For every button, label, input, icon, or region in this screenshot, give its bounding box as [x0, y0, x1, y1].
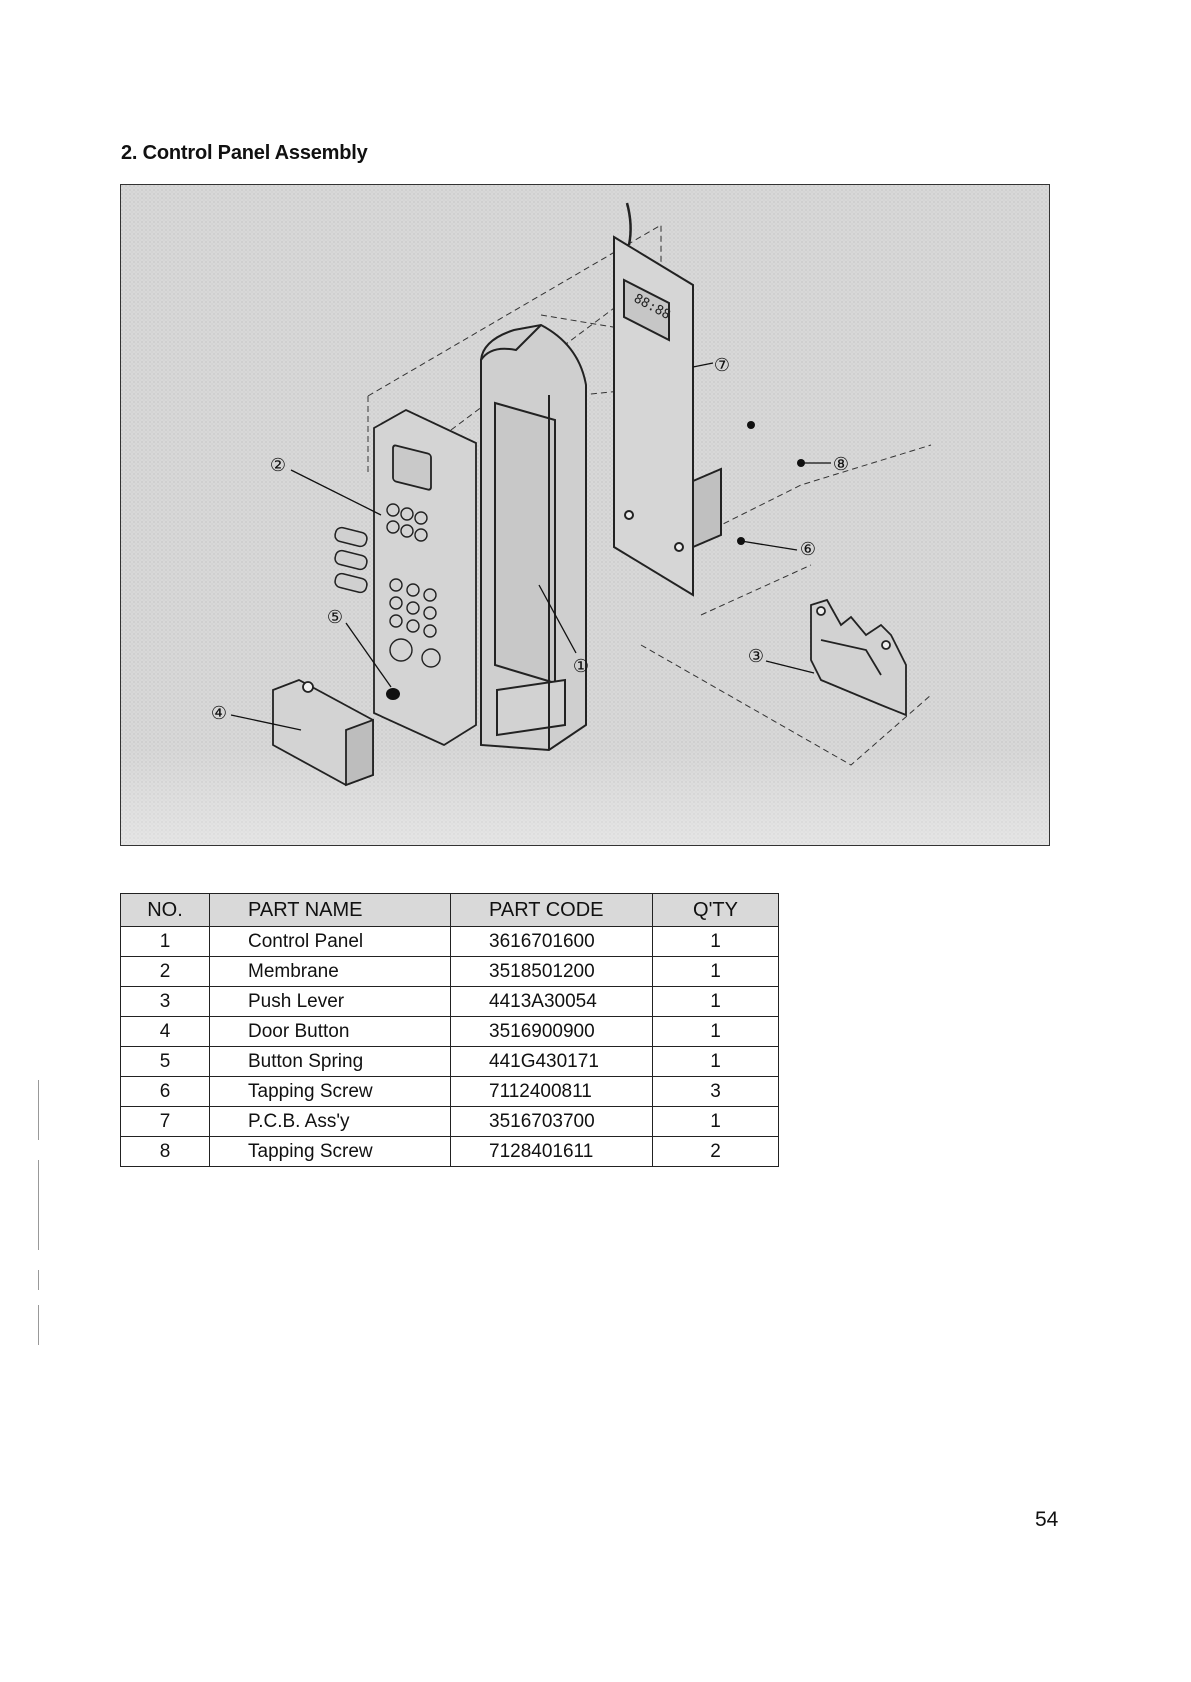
table-row	[121, 987, 779, 1017]
table-row	[121, 1017, 779, 1047]
cell-no: 6	[121, 1077, 210, 1107]
callout-6: ⑥	[799, 539, 817, 560]
table-row	[121, 957, 779, 987]
cell-part-code: 441G430171	[451, 1047, 653, 1077]
parts-table	[120, 893, 779, 1167]
cell-qty: 1	[653, 1047, 779, 1077]
section-heading: 2. Control Panel Assembly	[121, 142, 368, 164]
callout-5: ⑤	[326, 607, 344, 628]
cell-qty: 1	[653, 987, 779, 1017]
exploded-view-drawing	[121, 185, 1050, 846]
cell-part-code: 4413A30054	[451, 987, 653, 1017]
cell-no: 5	[121, 1047, 210, 1077]
table-row	[121, 927, 779, 957]
cell-qty: 1	[653, 1107, 779, 1137]
cell-qty: 3	[653, 1077, 779, 1107]
pcb-display-readout: 88:88	[631, 291, 673, 323]
header-no: NO.	[121, 894, 210, 927]
cell-part-name: Membrane	[210, 957, 451, 987]
cell-part-code: 3616701600	[451, 927, 653, 957]
cell-no: 1	[121, 927, 210, 957]
cell-part-name: Button Spring	[210, 1047, 451, 1077]
cell-part-name: Push Lever	[210, 987, 451, 1017]
cell-qty: 2	[653, 1137, 779, 1167]
control-panel-part	[481, 325, 586, 750]
header-part-name: PART NAME	[210, 894, 451, 927]
cell-no: 2	[121, 957, 210, 987]
cell-part-code: 7128401611	[451, 1137, 653, 1167]
cell-no: 7	[121, 1107, 210, 1137]
table-row	[121, 1137, 779, 1167]
cell-part-name: Tapping Screw	[210, 1077, 451, 1107]
binding-margin-marks	[34, 1080, 44, 1360]
table-header-row	[121, 894, 779, 927]
callout-7: ⑦	[713, 355, 731, 376]
button-spring-part	[386, 688, 400, 700]
cell-part-name: Door Button	[210, 1017, 451, 1047]
cell-part-code: 7112400811	[451, 1077, 653, 1107]
cell-part-name: Tapping Screw	[210, 1137, 451, 1167]
page-number: 54	[1035, 1508, 1059, 1531]
cell-qty: 1	[653, 1017, 779, 1047]
table-row	[121, 1077, 779, 1107]
cell-no: 4	[121, 1017, 210, 1047]
cell-part-name: P.C.B. Ass'y	[210, 1107, 451, 1137]
cell-qty: 1	[653, 957, 779, 987]
callout-4: ④	[210, 703, 228, 724]
cell-qty: 1	[653, 927, 779, 957]
exploded-view-figure	[120, 184, 1050, 846]
cell-part-code: 3516703700	[451, 1107, 653, 1137]
callout-8: ⑧	[832, 454, 850, 475]
cell-part-code: 3518501200	[451, 957, 653, 987]
table-row	[121, 1107, 779, 1137]
cell-no: 8	[121, 1137, 210, 1167]
cell-part-code: 3516900900	[451, 1017, 653, 1047]
cell-part-name: Control Panel	[210, 927, 451, 957]
table-row	[121, 1047, 779, 1077]
cell-no: 3	[121, 987, 210, 1017]
header-qty: Q'TY	[653, 894, 779, 927]
header-part-code: PART CODE	[451, 894, 653, 927]
callout-3: ③	[747, 646, 765, 667]
callout-1: ①	[572, 656, 590, 677]
callout-2: ②	[269, 455, 287, 476]
